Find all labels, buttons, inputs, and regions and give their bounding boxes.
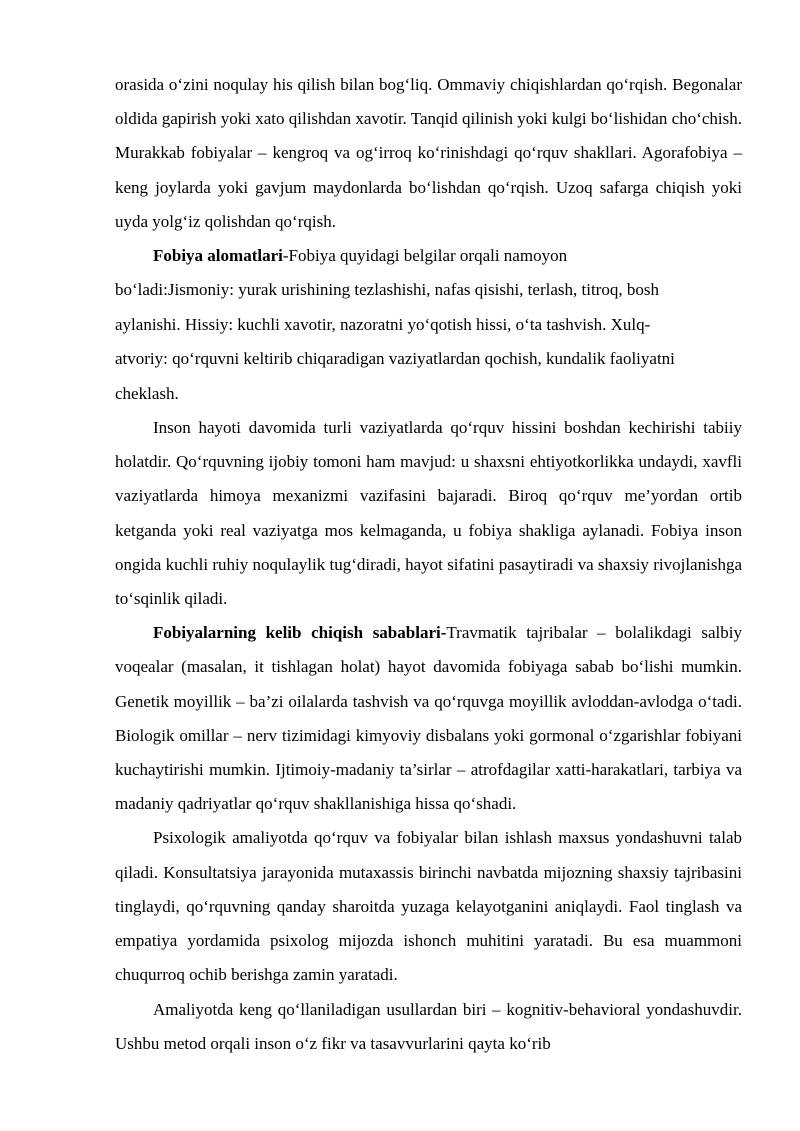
symptoms-line-4: atvoriy: qo‘rquvni keltirib chiqaradigan vaziyatlardan qochish, kundalik faoliyatni <box>115 349 675 369</box>
symptoms-line-3: aylanishi. Hissiy: kuchli xavotir, nazoratni yo‘qotish hissi, o‘ta tashvish. Xulq- <box>115 314 651 334</box>
paragraph-fear-nature: Inson hayoti davomida turli vaziyatlarda qo‘rquv hissini boshdan kechirishi tabiiy holatdir. Qo‘rquvning ijobiy tomoni ham mavjud: u shaxsni ehtiyotkorlikka undaydi, xavfli vaziyatlarda himoya mexanizmi vazifasini bajaradi. Biroq qo‘rquv me’yordan ortib ketganda yoki real vaziyatga mos kelmaganda, u fobiya shakliga aylanadi. Fobiya inson ongida kuchli ruhiy noqulaylik tug‘diradi, hayot sifatini pasaytiradi va shaxsiy rivojlanishga to‘sqinlik qiladi. <box>115 418 742 609</box>
symptoms-line-2: bo‘ladi:Jismoniy: yurak urishining tezlashishi, nafas qisishi, terlash, titroq, bosh <box>115 280 659 300</box>
paragraph-phobia-causes <box>115 616 742 821</box>
symptoms-line-5: cheklash. <box>115 383 179 403</box>
causes-body: Travmatik tajribalar – bolalikdagi salbiy voqealar (masalan, it tishlagan holat) hayot davomida fobiyaga sabab bo‘lishi mumkin. Genetik moyillik – ba’zi oilalarda tashvish va qo‘rquvga moyillik avloddan-avlodga o‘tadi. Biologik omillar – nerv tizimidagi kimyoviy disbalans yoki gormonal o‘zgarishlar fobiyani kuchaytirishi mumkin. Ijtimoiy-madaniy ta’sirlar – atrofdagilar xatti-harakatlari, tarbiya va madaniy qadriyatlar qo‘rquv shakllanishiga hissa qo‘shadi. <box>115 623 742 814</box>
paragraph-phobia-types: orasida o‘zini noqulay his qilish bilan bog‘liq. Ommaviy chiqishlardan qo‘rqish. Begonalar oldida gapirish yoki xato qilishdan xavotir. Tanqid qilinish yoki kulgi bo‘lishidan cho‘chish. Murakkab fobiyalar – kengroq va og‘irroq ko‘rinishdagi qo‘rquv shakllari. Agorafobiya – keng joylarda yoki gavjum maydonlarda bo‘lishdan qo‘rqish. Uzoq safarga chiqish yoki uyda yolg‘iz qolishdan qo‘rqish. <box>115 75 742 231</box>
heading-phobia-symptoms: Fobiya alomatlari <box>153 246 283 266</box>
paragraph-cbt-approach: Amaliyotda keng qo‘llaniladigan usullardan biri – kognitiv-behavioral yondashuvdir. Ushbu metod orqali inson o‘z fikr va tasavvurlarini qayta ko‘rib <box>115 999 742 1053</box>
paragraph-psychological-practice: Psixologik amaliyotda qo‘rquv va fobiyalar bilan ishlash maxsus yondashuvni talab qiladi. Konsultatsiya jarayonida mutaxassis birinchi navbatda mijozning shaxsiy tajribasini tinglaydi, qo‘rquvning qanday sharoitda yuzaga kelayotganini aniqlaydi. Faol tinglash va empatiya yordamida psixolog mijozda ishonch muhitini yaratadi. Bu esa muammoni chuqurroq ochib berishga zamin yaratadi. <box>115 828 742 985</box>
paragraph-phobia-symptoms <box>115 239 742 411</box>
heading-phobia-causes: Fobiyalarning kelib chiqish sabablari- <box>153 623 447 643</box>
symptoms-line-1: -Fobiya quyidagi belgilar orqali namoyon <box>282 246 568 266</box>
